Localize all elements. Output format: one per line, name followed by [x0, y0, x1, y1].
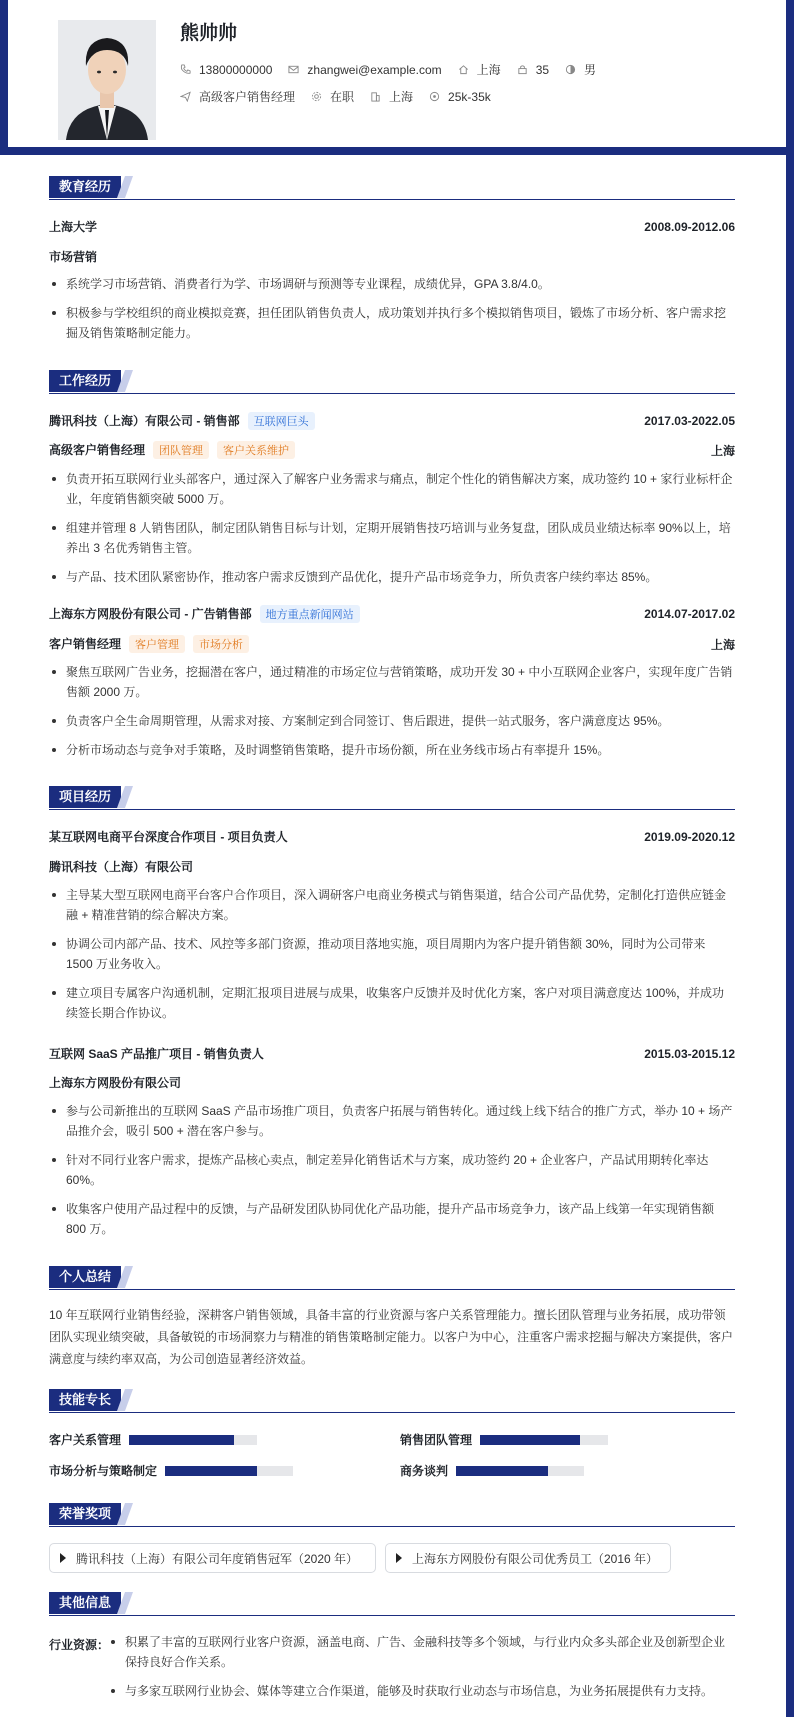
work-title-row — [49, 635, 735, 653]
other-label: 行业资源： — [49, 1638, 110, 1652]
section-education — [49, 176, 735, 198]
other-bullets — [108, 1632, 735, 1710]
section-rule — [49, 1412, 735, 1413]
job-title: 高级客户销售经理 — [49, 443, 146, 457]
project-header — [49, 1045, 735, 1062]
skill-item — [49, 1462, 293, 1479]
project-date: 2015.03-2015.12 — [644, 1046, 735, 1061]
section-title: 荣誉奖项 — [49, 1503, 121, 1525]
section-title: 其他信息 — [49, 1592, 121, 1614]
award-item — [49, 1543, 376, 1573]
frame-bottom — [0, 147, 794, 155]
frame-left — [0, 0, 8, 155]
summary-text: 10 年互联网行业销售经验，深耕客户销售领域，具备丰富的行业资源与客户关系管理能力。擅长团队管理与业务拓展，成功带领团队实现业绩突破，具备敏锐的市场洞察力与精准的销售策略制定能力。以客户为中心，注重客户需求挖掘与解决方案提供，客户满意度与续约率双高，为公司创造显著经济效益。 — [49, 1308, 734, 1366]
candidate-name: 熊帅帅 — [180, 23, 238, 44]
project-org-row — [49, 858, 735, 875]
city-value: 上海 — [476, 63, 501, 77]
phone-item — [180, 63, 272, 77]
skill-item — [400, 1431, 608, 1448]
education-date: 2008.09-2012.06 — [644, 219, 735, 234]
major: 市场营销 — [49, 250, 98, 264]
section-other — [49, 1592, 735, 1614]
list-item: 与产品、技术团队紧密协作，推动客户需求反馈到产品优化，提升产品市场竞争力，所负责客户续约率达 85%。 — [49, 567, 735, 587]
list-item: 针对不同行业客户需求，提炼产品核心卖点，制定差异化销售话术与方案，成功签约 20 + 企业客户，产品试用期转化率达 60%。 — [49, 1150, 735, 1190]
age-item — [517, 63, 549, 77]
education-header — [49, 218, 735, 235]
phone-value: 13800000000 — [199, 62, 273, 77]
send-icon — [180, 91, 191, 102]
section-rule — [49, 1615, 735, 1616]
project-org-row — [49, 1074, 735, 1091]
project-bullets — [49, 1101, 735, 1248]
work-header — [49, 605, 735, 623]
company-tag: 地方重点新闻网站 — [260, 605, 360, 623]
work-bullets — [49, 469, 735, 596]
project-bullets — [49, 885, 735, 1032]
section-projects — [49, 786, 735, 808]
email-item — [288, 63, 441, 77]
project-org: 上海东方网股份有限公司 — [49, 1076, 182, 1090]
salary-icon — [429, 91, 440, 102]
skill-tag: 团队管理 — [153, 441, 209, 459]
skill-item — [400, 1462, 584, 1479]
section-title: 项目经历 — [49, 786, 121, 808]
skill-item — [49, 1431, 257, 1448]
home-icon — [458, 64, 469, 75]
project-name: 互联网 SaaS 产品推广项目 - 销售负责人 — [49, 1047, 264, 1061]
list-item: 积极参与学校组织的商业模拟竞赛，担任团队销售负责人，成功策划并执行多个模拟销售项目，锻炼了市场分析、客户需求挖掘及销售策略制定能力。 — [49, 303, 735, 343]
company-tag: 互联网巨头 — [248, 412, 315, 430]
expected-city-item — [370, 88, 413, 105]
skill-name: 商务谈判 — [400, 1464, 449, 1478]
skill-bar — [456, 1466, 584, 1476]
list-item: 负责开拓互联网行业头部客户，通过深入了解客户业务需求与痛点，制定个性化的销售解决方案，成功签约 10 + 家行业标杆企业，年度销售额突破 5000 万。 — [49, 469, 735, 509]
job-title: 客户销售经理 — [49, 637, 122, 651]
section-title: 工作经历 — [49, 370, 121, 392]
section-title: 技能专长 — [49, 1389, 121, 1411]
work-header — [49, 412, 735, 430]
section-rule — [49, 809, 735, 810]
skill-bar — [129, 1435, 257, 1445]
position-value: 高级客户销售经理 — [199, 90, 296, 104]
avatar — [58, 20, 156, 140]
skill-bar — [480, 1435, 608, 1445]
award-item — [385, 1543, 671, 1573]
list-item: 负责客户全生命周期管理，从需求对接、方案制定到合同签订、售后跟进，提供一站式服务，客户满意度达 95%。 — [49, 711, 735, 731]
education-major-row — [49, 248, 735, 265]
skill-bar-fill — [129, 1435, 234, 1445]
work-title-row — [49, 441, 735, 459]
work-date: 2017.03-2022.05 — [644, 414, 735, 428]
section-work — [49, 370, 735, 392]
mail-icon — [288, 64, 299, 75]
skill-name: 市场分析与策略制定 — [49, 1464, 158, 1478]
skill-bar — [165, 1466, 293, 1476]
section-summary — [49, 1266, 735, 1288]
gender-value: 男 — [584, 63, 597, 77]
award-text: 腾讯科技（上海）有限公司年度销售冠军（2020 年） — [76, 1551, 359, 1566]
project-org: 腾讯科技（上海）有限公司 — [49, 860, 194, 874]
section-rule — [49, 199, 735, 200]
list-item: 建立项目专属客户沟通机制，定期汇报项目进展与成果，收集客户反馈并及时优化方案，客户对项目满意度达 100%，并成功续签长期合作协议。 — [49, 983, 735, 1023]
project-name: 某互联网电商平台深度合作项目 - 项目负责人 — [49, 830, 288, 844]
skill-name: 销售团队管理 — [400, 1433, 473, 1447]
gear-icon — [311, 91, 322, 102]
phone-icon — [180, 64, 191, 75]
salary-item — [429, 90, 491, 104]
status-value: 在职 — [330, 90, 355, 104]
skill-tag: 市场分析 — [193, 635, 249, 653]
status-item — [311, 88, 354, 105]
list-item: 积累了丰富的互联网行业客户资源，涵盖电商、广告、金融科技等多个领域，与行业内众多头部企业及创新型企业保持良好合作关系。 — [108, 1632, 735, 1672]
list-item: 参与公司新推出的互联网 SaaS 产品市场推广项目，负责客户拓展与销售转化。通过线上线下结合的推广方式，举办 10 + 场产品推介会，吸引 500 + 潜在客户参与。 — [49, 1101, 735, 1141]
section-rule — [49, 1289, 735, 1290]
award-text: 上海东方网股份有限公司优秀员工（2016 年） — [412, 1551, 659, 1566]
position-item — [180, 88, 295, 105]
company-name: 腾讯科技（上海）有限公司 - 销售部 — [49, 414, 240, 428]
section-title: 教育经历 — [49, 176, 121, 198]
age-value: 35 — [535, 62, 550, 77]
skill-tag: 客户关系维护 — [217, 441, 295, 459]
list-item: 主导某大型互联网电商平台客户合作项目，深入调研客户电商业务模式与销售渠道，结合公司产品优势，定制化打造供应链金融 + 精准营销的综合解决方案。 — [49, 885, 735, 925]
section-rule — [49, 393, 735, 394]
work-date: 2014.07-2017.02 — [644, 607, 735, 621]
expected-city-value: 上海 — [389, 90, 414, 104]
project-header — [49, 828, 735, 845]
skill-bar-fill — [456, 1466, 548, 1476]
list-item: 分析市场动态与竞争对手策略，及时调整销售策略，提升市场份额，所在业务线市场占有率提升 15%。 — [49, 740, 735, 760]
work-bullets — [49, 662, 735, 769]
play-arrow-icon — [60, 1553, 66, 1563]
email-value: zhangwei@example.com — [307, 62, 442, 77]
contact-row — [180, 61, 612, 78]
salary-value: 25k-35k — [448, 89, 491, 104]
skill-tag: 客户管理 — [129, 635, 185, 653]
section-skills — [49, 1389, 735, 1411]
section-rule — [49, 1526, 735, 1527]
school-name: 上海大学 — [49, 220, 98, 234]
list-item: 收集客户使用产品过程中的反馈，与产品研发团队协同优化产品功能，提升产品市场竞争力，该产品上线第一年实现销售额 800 万。 — [49, 1199, 735, 1239]
gender-icon — [565, 64, 576, 75]
gender-item — [565, 61, 596, 78]
list-item: 与多家互联网行业协会、媒体等建立合作渠道，能够及时获取行业动态与市场信息，为业务拓展提供有力支持。 — [108, 1681, 735, 1701]
list-item: 系统学习市场营销、消费者行为学、市场调研与预测等专业课程，成绩优异，GPA 3.8/4.0。 — [49, 274, 735, 294]
frame-right — [786, 0, 794, 1717]
project-date: 2019.09-2020.12 — [644, 829, 735, 844]
section-title: 个人总结 — [49, 1266, 121, 1288]
skill-name: 客户关系管理 — [49, 1433, 122, 1447]
list-item: 聚焦互联网广告业务，挖掘潜在客户，通过精准的市场定位与营销策略，成功开发 30 + 中小互联网企业客户，实现年度广告销售额 2000 万。 — [49, 662, 735, 702]
list-item: 组建并管理 8 人销售团队，制定团队销售目标与计划，定期开展销售技巧培训与业务复盘，团队成员业绩达标率 90%以上，培养出 3 名优秀销售主管。 — [49, 518, 735, 558]
skill-bar-fill — [480, 1435, 580, 1445]
building-icon — [370, 91, 381, 102]
education-bullets — [49, 274, 735, 352]
work-location: 上海 — [710, 443, 735, 458]
skill-bar-fill — [165, 1466, 257, 1476]
work-location: 上海 — [710, 637, 735, 652]
play-arrow-icon — [396, 1553, 402, 1563]
city-item — [458, 61, 501, 78]
age-icon — [517, 64, 528, 75]
company-name: 上海东方网股份有限公司 - 广告销售部 — [49, 607, 252, 621]
section-awards — [49, 1503, 735, 1525]
list-item: 协调公司内部产品、技术、风控等多部门资源，推动项目落地实施，项目周期内为客户提升销售额 30%，同时为公司带来 1500 万业务收入。 — [49, 934, 735, 974]
job-intent-row — [180, 88, 507, 105]
